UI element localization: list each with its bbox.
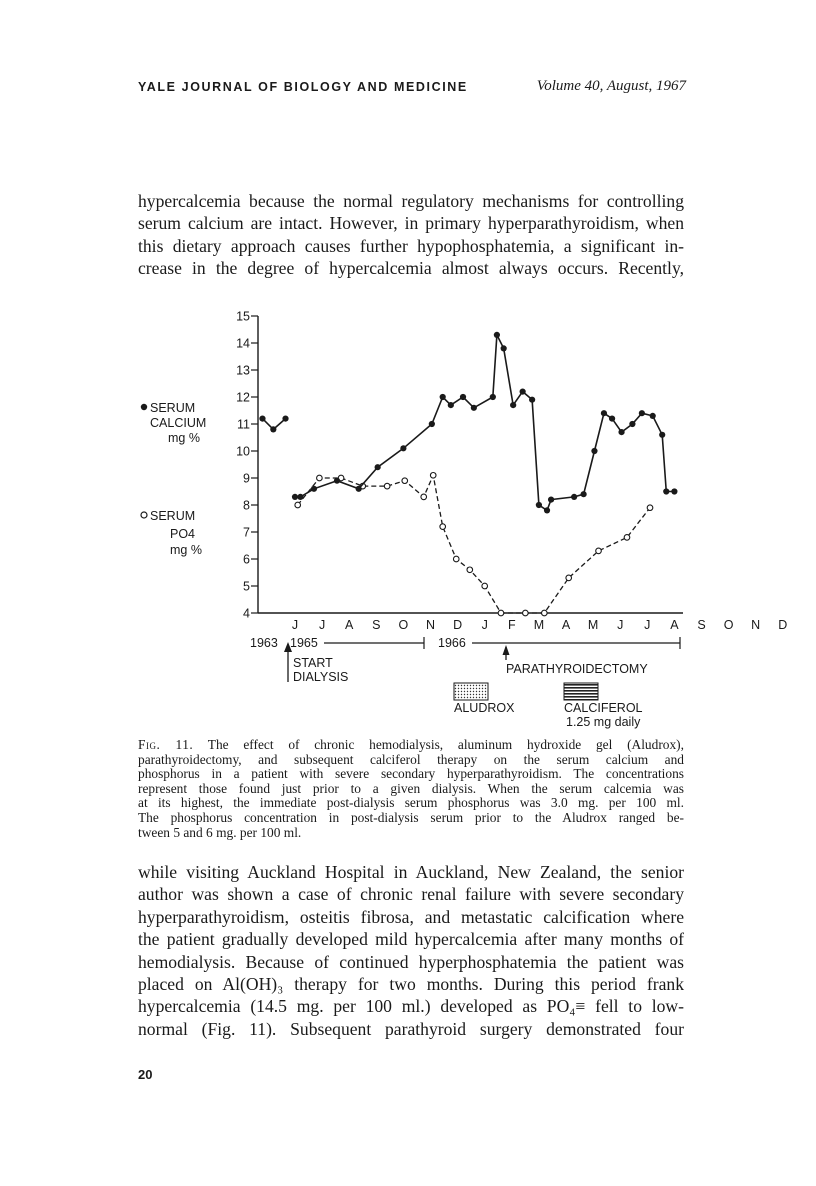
calcium-point bbox=[581, 491, 587, 497]
calcium-point bbox=[663, 488, 669, 494]
year-1966: 1966 bbox=[438, 636, 466, 650]
chart-svg bbox=[130, 300, 788, 730]
calcium-point bbox=[544, 507, 550, 513]
caption-line: represent those found just prior to a given dialysis. When the serum calcemia was bbox=[138, 780, 684, 796]
calciferol-label: CALCIFEROL bbox=[564, 701, 643, 715]
calcium-point bbox=[490, 394, 496, 400]
body-paragraph-top bbox=[138, 190, 684, 280]
caption-text: The effect of chronic hemodialysis, aluminum hydroxide gel (Aludrox), bbox=[207, 737, 684, 752]
po4-line bbox=[298, 475, 650, 613]
calcium-point bbox=[520, 389, 526, 395]
calcium-label-2: CALCIUM bbox=[150, 416, 207, 430]
calcium-point bbox=[292, 494, 298, 500]
running-header bbox=[138, 80, 686, 102]
po4-point bbox=[295, 502, 301, 508]
caption-line: parathyroidectomy, and subsequent calciferol therapy on the serum calcium and bbox=[138, 751, 684, 767]
po4-point bbox=[482, 583, 488, 589]
calcium-point bbox=[440, 394, 446, 400]
x-month-label: D bbox=[453, 618, 463, 632]
po4-point bbox=[596, 548, 602, 554]
calcium-line bbox=[295, 335, 674, 511]
x-axis-month-labels bbox=[292, 618, 787, 632]
y-tick-label: 5 bbox=[243, 579, 250, 594]
y-tick-label: 14 bbox=[236, 336, 250, 351]
x-month-label: S bbox=[697, 618, 706, 632]
aludrox-legend bbox=[454, 683, 515, 715]
po4-point bbox=[430, 473, 436, 479]
caption-line: at its highest, the immediate post-dialysis serum phosphorus was 3.0 mg. per 100 ml. bbox=[138, 795, 684, 811]
year-1965: 1965 bbox=[290, 636, 318, 650]
y-tick-label: 4 bbox=[243, 606, 250, 621]
po4-point bbox=[453, 556, 459, 562]
calcium-point bbox=[259, 416, 265, 422]
calcium-point bbox=[671, 488, 677, 494]
x-month-label: N bbox=[751, 618, 761, 632]
calcium-point bbox=[311, 486, 317, 492]
body-paragraph-bottom bbox=[138, 861, 684, 1040]
po4-point bbox=[523, 610, 529, 616]
calcium-point bbox=[650, 413, 656, 419]
filled-dot-icon bbox=[141, 404, 147, 410]
po4-point bbox=[467, 567, 473, 573]
x-month-label: J bbox=[644, 618, 651, 632]
calcium-point bbox=[297, 494, 303, 500]
x-month-label: J bbox=[291, 618, 299, 632]
calcium-label-3: mg % bbox=[168, 431, 200, 445]
year-1963: 1963 bbox=[250, 636, 278, 650]
text-line: author was shown a case of chronic renal failure with severe secondary bbox=[138, 884, 684, 905]
text-line: serum calcium are intact. However, in primary hyperparathyroidism, when bbox=[138, 213, 684, 234]
dialysis-label: DIALYSIS bbox=[293, 670, 349, 684]
dotted-swatch-icon bbox=[454, 683, 488, 700]
calcium-point bbox=[429, 421, 435, 427]
po4-label-1: SERUM bbox=[150, 509, 196, 523]
x-month-label: O bbox=[723, 618, 734, 632]
x-month-label: S bbox=[372, 618, 381, 632]
calcium-point bbox=[510, 402, 516, 408]
calcium-legend bbox=[141, 401, 206, 445]
y-tick-label: 11 bbox=[237, 417, 250, 432]
po4-point bbox=[317, 475, 323, 481]
calcium-point bbox=[609, 416, 615, 422]
calcium-point bbox=[591, 448, 597, 454]
text-line: this dietary approach causes further hypophosphatemia, a significant in- bbox=[138, 235, 684, 256]
po4-point bbox=[498, 610, 504, 616]
po4-point bbox=[440, 524, 446, 530]
x-month-label: N bbox=[425, 618, 436, 632]
calcium-point bbox=[548, 497, 554, 503]
calcium-label-1: SERUM bbox=[150, 401, 196, 415]
figure-11 bbox=[130, 300, 788, 730]
calcium-point bbox=[375, 464, 381, 470]
x-month-label: M bbox=[587, 618, 599, 632]
caption-line bbox=[138, 738, 684, 753]
calcium-point bbox=[618, 429, 624, 435]
y-tick-label: 15 bbox=[236, 309, 250, 324]
text-line: hyperparathyroidism, osteitis fibrosa, and metastatic calcification where bbox=[138, 906, 684, 927]
y-axis-ticks bbox=[236, 310, 258, 621]
calciferol-legend bbox=[564, 683, 643, 729]
po4-series bbox=[295, 473, 653, 616]
text-line: hypercalcemia (14.5 mg. per 100 ml.) developed as PO₄≡ fell to low- bbox=[138, 996, 684, 1017]
x-month-label: F bbox=[507, 618, 516, 632]
calcium-point bbox=[571, 494, 577, 500]
y-tick-label: 7 bbox=[243, 525, 250, 540]
calciferol-dose: 1.25 mg daily bbox=[566, 715, 641, 729]
figure-caption bbox=[138, 738, 684, 840]
calcium-point bbox=[629, 421, 635, 427]
text-line: crease in the degree of hypercalcemia almost always occurs. Recently, bbox=[138, 258, 684, 279]
caption-line: tween 5 and 6 mg. per 100 ml. bbox=[138, 824, 302, 840]
calcium-point bbox=[494, 332, 500, 338]
calcium-point bbox=[601, 410, 607, 416]
x-month-label: J bbox=[318, 618, 326, 632]
caption-line: phosphorus in a patient with severe secondary hyperparathyroidism. The concentrations bbox=[138, 766, 684, 782]
po4-point bbox=[624, 535, 630, 541]
volume-info: Volume 40, August, 1967 bbox=[536, 78, 686, 94]
x-month-label: A bbox=[345, 618, 354, 632]
calcium-point bbox=[536, 502, 542, 508]
text-line: while visiting Auckland Hospital in Auckland, New Zealand, the senior bbox=[138, 862, 684, 882]
x-month-label: D bbox=[778, 618, 788, 632]
text-line: hypercalcemia because the normal regulatory mechanisms for controlling bbox=[138, 191, 684, 211]
text-line: placed on Al(OH)₃ therapy for two months. During this period frank bbox=[138, 974, 684, 995]
y-tick-label: 6 bbox=[243, 552, 250, 567]
calcium-point bbox=[639, 410, 645, 416]
calcium-point bbox=[334, 478, 340, 484]
up-arrow-icon bbox=[503, 645, 510, 655]
po4-label-3: mg % bbox=[170, 543, 202, 557]
open-dot-icon bbox=[141, 512, 147, 518]
text-line: normal (Fig. 11). Subsequent parathyroid surgery demonstrated four bbox=[138, 1018, 684, 1039]
x-month-label: J bbox=[617, 618, 624, 632]
x-month-label: O bbox=[398, 618, 409, 632]
calcium-point bbox=[356, 486, 362, 492]
y-tick-label: 8 bbox=[243, 498, 250, 513]
x-month-label: J bbox=[481, 618, 488, 632]
x-month-label: A bbox=[670, 618, 679, 632]
text-line: the patient gradually developed mild hypercalcemia after many months of bbox=[138, 929, 684, 950]
calcium-point bbox=[659, 432, 665, 438]
po4-point bbox=[566, 575, 572, 581]
parathyroidectomy-label: PARATHYROIDECTOMY bbox=[506, 662, 648, 676]
calcium-point bbox=[529, 397, 535, 403]
text-line: hemodialysis. Because of continued hyperphosphatemia the patient was bbox=[138, 951, 684, 972]
x-month-label: M bbox=[533, 618, 545, 632]
page-number: 20 bbox=[138, 1067, 153, 1082]
start-label: START bbox=[293, 656, 333, 670]
y-tick-label: 10 bbox=[236, 444, 250, 459]
po4-point bbox=[542, 610, 548, 616]
y-tick-label: 9 bbox=[243, 471, 250, 486]
caption-fig-label: Fig. 11. bbox=[138, 737, 194, 752]
calcium-point bbox=[400, 445, 406, 451]
calcium-point bbox=[448, 402, 454, 408]
y-tick-label: 13 bbox=[236, 363, 250, 378]
calcium-point bbox=[270, 426, 276, 432]
po4-label-2: PO4 bbox=[170, 527, 196, 541]
calcium-point bbox=[471, 405, 477, 411]
aludrox-label: ALUDROX bbox=[454, 701, 515, 715]
calcium-point bbox=[282, 416, 288, 422]
po4-point bbox=[384, 483, 390, 489]
caption-line: The phosphorus concentration in post-dialysis serum prior to the Aludrox ranged be- bbox=[138, 809, 684, 825]
calcium-point bbox=[501, 345, 507, 351]
po4-point bbox=[421, 494, 427, 500]
x-month-label: A bbox=[561, 618, 571, 632]
year-timeline bbox=[250, 636, 680, 650]
parathyroidectomy-marker bbox=[503, 645, 649, 676]
journal-title: YALE JOURNAL OF BIOLOGY AND MEDICINE bbox=[138, 80, 468, 94]
po4-legend bbox=[141, 509, 202, 557]
y-tick-label: 12 bbox=[236, 390, 250, 405]
striped-swatch-icon bbox=[564, 683, 598, 700]
po4-point bbox=[402, 478, 408, 484]
po4-point bbox=[647, 505, 653, 511]
calcium-series bbox=[259, 332, 677, 514]
calcium-point bbox=[460, 394, 466, 400]
